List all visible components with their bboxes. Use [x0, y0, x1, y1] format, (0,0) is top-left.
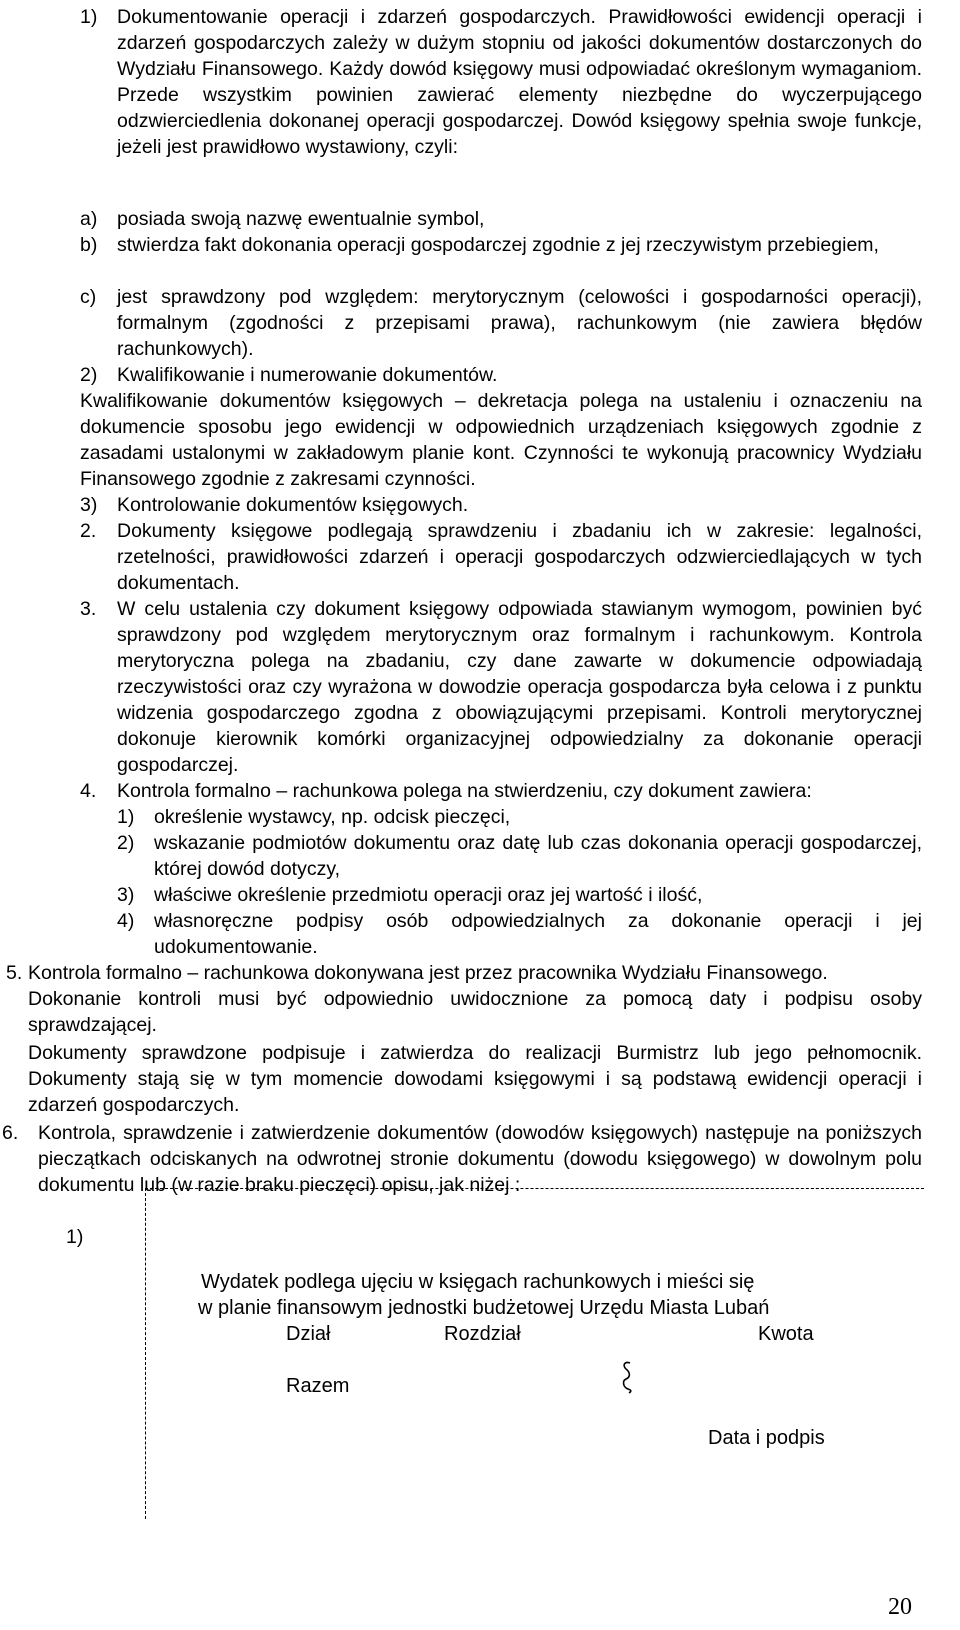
subitem-1: [117, 804, 922, 830]
section-3-number: 3): [80, 494, 98, 516]
subitem-2: [117, 830, 922, 882]
section-2-title: Kwalifikowanie i numerowanie dokumentów.: [117, 364, 498, 386]
point-6-text: Kontrola, sprawdzenie i zatwierdzenie dokumentów (dowodów księgowych) następuje na poniższych pieczątkach odciskanych na odwrotnej stronie dokumentu (dowodu księgowego) w dowolnym polu dokumentu lub (w razie braku pieczęci) opisu, jak niżej :: [38, 1122, 922, 1196]
list-item-a-label: a): [80, 208, 98, 230]
page-number: 20: [888, 1594, 912, 1620]
stamp-column-rozdzial: Rozdział: [444, 1323, 521, 1345]
list-item-c-label: c): [80, 286, 97, 308]
stamp-column-kwota: Kwota: [758, 1323, 814, 1345]
subitem-1-number: 1): [117, 806, 135, 828]
subitem-4: [117, 908, 922, 960]
point-2-text: Dokumenty księgowe podlegają sprawdzeniu i zbadaniu ich w zakresie: legalności, rzetelności, prawidłowości zdarzeń i operacji gospodarczych odzwierciedlających w tych dokumentach.: [117, 520, 922, 594]
section-1-number: 1): [80, 6, 98, 28]
stamp-number: 1): [66, 1226, 84, 1248]
point-3: [80, 596, 922, 778]
stamp-date-signature: Data i podpis: [708, 1427, 825, 1449]
stamp-line-2: w planie finansowym jednostki budżetowej Urzędu Miasta Lubań: [198, 1297, 770, 1319]
list-item-a-text: posiada swoją nazwę ewentualnie symbol,: [117, 208, 485, 230]
list-item-c: [80, 284, 922, 362]
stamp-line-1: Wydatek podlega ujęciu w księgach rachunkowych i mieści się: [201, 1271, 755, 1293]
section-2-paragraph: Kwalifikowanie dokumentów księgowych – dekretacja polega na ustaleniu i oznaczeniu na dokumencie sposobu jego ewidencji w odpowiednich urządzeniach księgowych zgodnie z zasadami ustalonymi w zakładowym planie kont. Czynności te wykonują pracownicy Wydziału Finansowego zgodnie z zakresami czynności.: [80, 390, 922, 490]
list-item-b-label: b): [80, 234, 98, 256]
stamp-column-dzial: Dział: [286, 1323, 331, 1345]
list-item-b-text: stwierdza fakt dokonania operacji gospodarczej zgodnie z jej rzeczywistym przebiegiem,: [117, 234, 879, 256]
point-5-paragraph-3: [28, 1040, 922, 1118]
section-2-number: 2): [80, 364, 98, 386]
section-1-paragraph: Dokumentowanie operacji i zdarzeń gospodarczych. Prawidłowości ewidencji operacji i zdarzeń gospodarczych zależy w dużym stopniu od jakości dokumentów dostarczonych do Wydziału Finansowego. Każdy dowód księgowy musi odpowiadać określonym wymaganiom. Przede wszystkim powinien zawierać elementy niezbędne do wyczerpującego odzwierciedlenia dokonanej operacji gospodarczej. Dowód księgowy spełnia swoje funkcje, jeżeli jest prawidłowo wystawiony, czyli:: [117, 6, 922, 158]
point-5: [6, 960, 922, 986]
subitem-4-number: 4): [117, 910, 135, 932]
point-5-control-text: Dokonanie kontroli musi być odpowiednio uwidocznione za pomocą daty i podpisu osoby sprawdzającej.: [28, 988, 922, 1036]
subitem-2-text: wskazanie podmiotów dokumentu oraz datę lub czas dokonania operacji gospodarczej, której dowód dotyczy,: [154, 832, 922, 880]
point-6-number: 6.: [2, 1122, 19, 1144]
point-3-text: W celu ustalenia czy dokument księgowy odpowiada stawianym wymogom, powinien być sprawdzony pod względem merytorycznym oraz formalnym i rachunkowym. Kontrola merytoryczna polega na zbadaniu, czy dane zawarte w dokumencie odpowiadają rzeczywistości oraz czy wyrażona w dowodzie operacja gospodarcza była celowa i z punktu widzenia gospodarczego zgodna z obowiązującymi przepisami. Kontroli merytorycznej dokonuje kierownik komórki organizacyjnej odpowiedzialny za dokonanie operacji gospodarczej.: [117, 598, 922, 776]
section-3-title: Kontrolowanie dokumentów księgowych.: [117, 494, 469, 516]
list-item-c-text: jest sprawdzony pod względem: merytorycznym (celowości i gospodarności operacji), formalnym (zgodności z przepisami prawa), rachunkowym (nie zawiera błędów rachunkowych).: [117, 286, 922, 360]
section-2-body: [80, 388, 922, 492]
list-item-a: [80, 206, 922, 232]
subitem-3-number: 3): [117, 884, 135, 906]
section-2-heading: [80, 362, 922, 388]
point-2: [80, 518, 922, 596]
point-4-number: 4.: [80, 780, 97, 802]
point-5-paragraph-2: [28, 986, 922, 1038]
list-item-b: [80, 232, 922, 258]
subitem-3: [117, 882, 922, 908]
stamp-razem: Razem: [286, 1375, 350, 1397]
point-2-number: 2.: [80, 520, 97, 542]
subitem-1-text: określenie wystawcy, np. odcisk pieczęci,: [154, 806, 511, 828]
point-6: [2, 1120, 922, 1198]
section-1: [80, 4, 922, 160]
point-5-line: Kontrola formalno – rachunkowa dokonywana jest przez pracownika Wydziału Finansowego.: [28, 962, 828, 984]
point-4-text: Kontrola formalno – rachunkowa polega na stwierdzeniu, czy dokument zawiera:: [117, 780, 812, 802]
point-3-number: 3.: [80, 598, 97, 620]
section-3-heading: [80, 492, 922, 518]
point-4: [80, 778, 922, 804]
subitem-2-number: 2): [117, 832, 135, 854]
point-5-approval-text: Dokumenty sprawdzone podpisuje i zatwierdza do realizacji Burmistrz lub jego pełnomocnik. Dokumenty stają się w tym momencie dowodami księgowymi i są podstawą ewidencji operacji i zdarzeń gospodarczych.: [28, 1042, 922, 1116]
paragraph-symbol-icon: [620, 1360, 634, 1394]
subitem-3-text: właściwe określenie przedmiotu operacji oraz jej wartość i ilość,: [154, 884, 703, 906]
point-5-number: 5.: [6, 962, 23, 984]
subitem-4-text: własnoręczne podpisy osób odpowiedzialnych za dokonanie operacji i jej udokumentowanie.: [154, 910, 922, 958]
stamp-box: [145, 1188, 924, 1519]
